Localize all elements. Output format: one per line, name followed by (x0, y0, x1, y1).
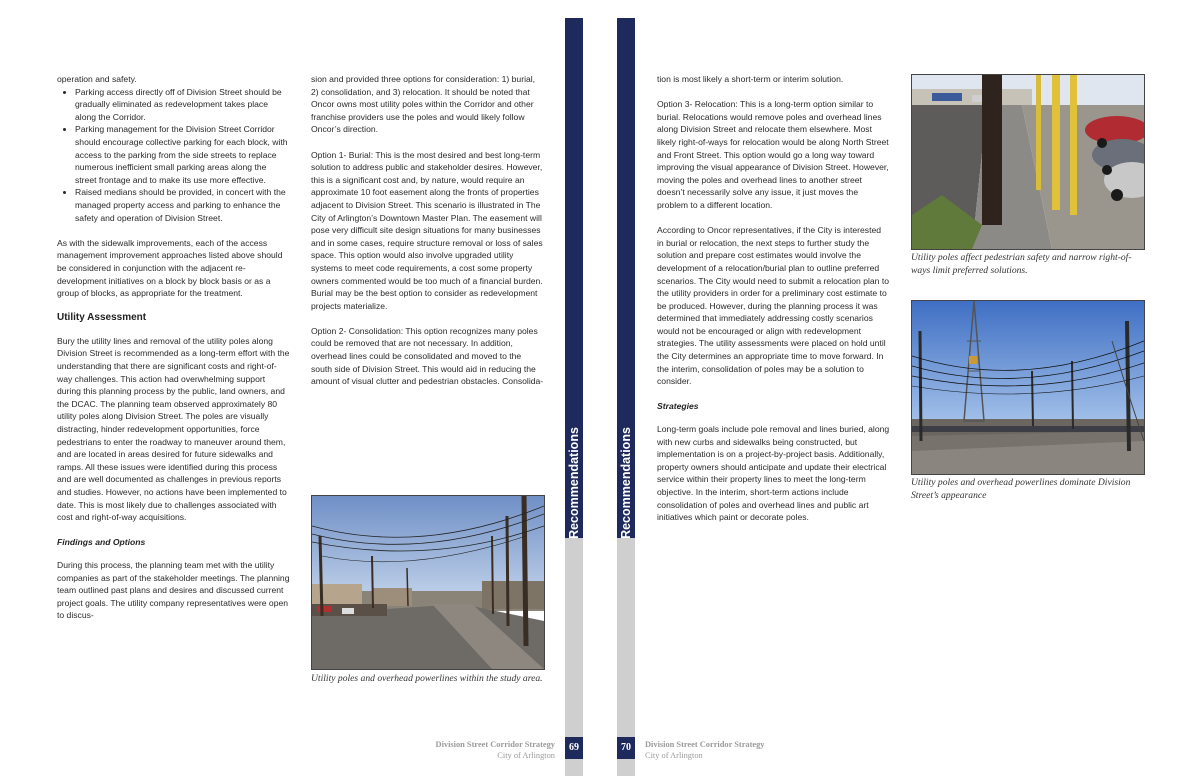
col3-paragraph: Option 3- Relocation: This is a long-term option similar to burial. Relocations would remove poles and overhead lines along Division Street and relocate them elsewhere. Most likely right-of-ways for relocation would be along North Street and Front Street. This option would go a long way toward improving the visual appearance of Division Street. However, moving the poles and overhead lines to another street doesn’t necessarily solve any issue, it just moves the problem to a different location. (657, 99, 889, 210)
findings-options-heading: Findings and Options (57, 537, 146, 548)
recommendations-sidebar-left (565, 18, 583, 776)
utility-assessment-heading: Utility Assessment (57, 312, 147, 324)
footer-title: Division Street Corridor Strategy (435, 740, 555, 749)
page-number: 69 (565, 737, 583, 759)
photo-powerlines-division-street (911, 300, 1145, 475)
sidebar-label: Recommendations (567, 427, 581, 539)
list-item: • Parking access directly off of Division Street should be gradually eliminated as redevelopment takes place along the Corridor. (75, 86, 290, 124)
col3-paragraph: tion is most likely a short-term or interim solution. (657, 74, 844, 84)
photo-caption: Utility poles affect pedestrian safety and narrow right-of-ways limit preferred solutions. (911, 252, 1132, 276)
footer-subtitle: City of Arlington (497, 751, 555, 760)
footer-title: Division Street Corridor Strategy (645, 740, 765, 749)
left-column-2 (311, 73, 544, 400)
col3-paragraph: According to Oncor representatives, if the City is interested in burial or relocation, the next steps to further study the solution and prepare cost estimates would involve the development of a relocation/burial plan to outline preferred scenarios. The City would need to submit a relocation plan to the utility providers in order for a preliminary cost estimate to be produced. However, during the planning process it was determined that immediately addressing costly scenarios would not be encouraged or align with redevelopment strategies. The utility assessments were placed on hold until the City determines an appropriate time to move forward. In the interim, consolidation of poles may be a solution to consider. (657, 225, 890, 387)
right-column-1 (657, 73, 890, 536)
recommendations-sidebar-right (617, 18, 635, 776)
photo-caption: Utility poles and overhead powerlines within the study area. (311, 673, 543, 684)
footer-subtitle: City of Arlington (645, 751, 703, 760)
list-item: • Parking management for the Division Street Corridor should encourage collective parking for each block, with access to the parking from the side streets to replace numerous inefficient small parking areas along the street frontage and to make its use more effective. (75, 123, 290, 186)
col2-paragraph: Option 1- Burial: This is the most desired and best long-term solution to address public and stakeholder desires. However, this is a significant cost and, by nature, would require an approximate 10 foot easement along the fronts of properties adjacent to Division Street. This scenario is illustrated in The City of Arlington’s Downtown Master Plan. The easement will pose very difficult site design situations for many businesses and in some cases, require structure removal or loss of sales space. This option would also involve upgraded utility systems to meet code requirements, a cost some property owners commented would be too much of a financial burden. Burial may be the best option to consider as redevelopment projects materialize. (311, 149, 543, 311)
photo-caption: Utility poles and overhead powerlines dominate Division Street’s appearance (911, 477, 1131, 501)
col1-paragraph: Bury the utility lines and removal of the utility poles along Division Street is recommended as a long-term effort with the understanding that there are significant costs and right-of-way challenges. This action had overwhelming support during this planning process by the public, land owners, and the DCAC. The planning team observed approximately 80 utility poles along Division Street. The poles are visually distracting, hinder redevelopment opportunities, force pedestrians to enter the roadway to maneuver around them, and are located in areas desired for future sidewalks and ramps. All these issues were identified during this process and are well documented as challenges in previous reports and studies. However, no actions have been implemented to date. This is most likely due to challenges associated with cost and right-of-way acquisitions. (57, 335, 290, 523)
page-number: 70 (617, 737, 635, 759)
col1-intro: operation and safety. (57, 74, 137, 84)
col2-paragraph: Option 2- Consolidation: This option recognizes many poles could be removed that are not necessary. In addition, overhead lines could be consolidated and moved to the south side of Division Street. This would aid in reducing the amount of visual clutter and pedestrian obstacles. Consolida- (311, 325, 544, 387)
photo-utility-poles-street (311, 495, 545, 670)
sidebar-label: Recommendations (619, 427, 633, 539)
photo-poles-parking-lot (911, 74, 1145, 250)
list-item: • Raised medians should be provided, in concert with the managed property access and parking to enhance the safety and operation of Division Street. (75, 186, 290, 224)
col3-paragraph: Long-term goals include pole removal and lines buried, along with new curbs and sidewalks being constructed, but implementation is on a project-by-project basis. Additionally, property owners should anticipate and update their electrical service within their property lines to meet the long-term objective. In the interim, short-term actions include consolidation of poles and overhead lines and public art initiatives which paint or decorate poles. (657, 424, 890, 523)
access-management-list (57, 86, 290, 225)
strategies-heading: Strategies (657, 401, 699, 412)
footer-left (380, 739, 555, 761)
col1-paragraph: During this process, the planning team met with the utility companies as part of the stakeholder meetings. The planning team outlined past plans and desires and discussed current project goals. The utility company representatives were open to discus- (57, 559, 290, 621)
footer-right (645, 739, 845, 761)
left-column-1 (57, 73, 290, 635)
col2-paragraph: sion and provided three options for consideration: 1) burial, 2) consolidation, and 3) relocation. It should be noted that Oncor owns most utility poles within the Corridor and other franchise providers use the poles and would likely follow Oncor’s direction. (311, 74, 536, 135)
col1-paragraph: As with the sidewalk improvements, each of the access management improvement approaches listed above should be considered in conjunction with the adjacent re-development initiatives on a block by block basis or as a group of blocks, as appropriate for the treatment. (57, 237, 283, 299)
